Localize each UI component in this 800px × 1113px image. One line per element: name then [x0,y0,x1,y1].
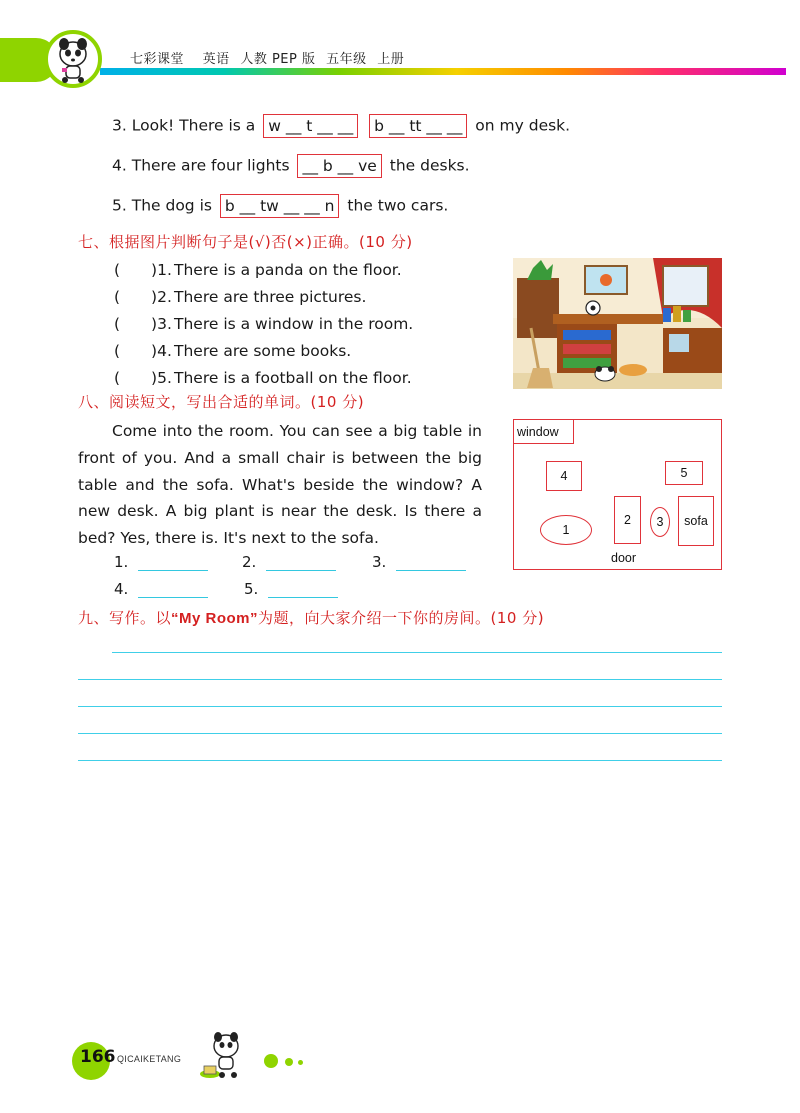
fill-item-4 [112,154,470,178]
header-mascot-badge [44,30,102,88]
item-number: 5. [112,196,127,215]
writing-line[interactable] [112,652,722,653]
item-prefix: Look! There is a [131,116,256,135]
answer-number: 4. [114,580,129,598]
plan-box-2: 2 [614,496,641,544]
writing-line[interactable] [78,760,722,761]
answer-paren[interactable]: ( )5. [114,369,172,387]
judge-item [114,312,413,334]
header-grade: 五年级 [326,52,367,67]
judge-item [114,366,412,388]
item-suffix: the desks. [389,156,470,175]
plan-sofa: sofa [678,496,714,546]
answer-slot[interactable] [242,553,336,571]
answer-box[interactable]: b __ tt __ __ [369,114,467,138]
section-9-title [78,607,544,628]
writing-line[interactable] [78,679,722,680]
answer-paren[interactable]: ( )3. [114,315,172,333]
answer-paren[interactable]: ( )2. [114,288,172,306]
room-floor-plan [513,419,722,570]
judge-text: There are three pictures. [174,288,367,306]
footer-dot-medium [285,1058,293,1066]
answer-box[interactable]: __ b __ ve [297,154,381,178]
answer-number: 5. [244,580,259,598]
section-9-prefix: 九、写作。以 [78,609,172,627]
judge-text: There is a football on the floor. [174,369,412,387]
header-volume: 上册 [377,52,405,67]
page-number: 166 [80,1047,116,1067]
writing-line[interactable] [78,733,722,734]
section-8-title: 八、阅读短文，写出合适的单词。(10 分) [78,393,365,411]
judge-item [114,258,402,280]
judge-item [114,339,351,361]
panda-mascot-icon [48,34,98,84]
answer-paren[interactable]: ( )1. [114,261,172,279]
fill-item-3 [112,114,570,138]
plan-window: window [514,420,574,444]
plan-box-5: 5 [665,461,703,485]
header-title [130,48,418,67]
answer-blank[interactable] [138,582,208,598]
plan-door: door [611,551,637,565]
item-number: 3. [112,116,127,135]
footer-brand: QICAIKETANG [117,1054,182,1064]
header-series: 七彩课堂 [130,52,185,67]
answer-blank[interactable] [266,555,336,571]
section-9-suffix: 为题，向大家介绍一下你的房间。(10 分) [258,609,545,627]
judge-text: There are some books. [174,342,352,360]
fill-item-5 [112,194,448,218]
room-illustration [513,258,722,389]
plan-oval-3: 3 [650,507,670,537]
answer-blank[interactable] [138,555,208,571]
panda-mascot-icon [196,1030,248,1082]
writing-line[interactable] [78,706,722,707]
answer-slot[interactable] [114,580,208,598]
answer-blank[interactable] [268,582,338,598]
plan-oval-1: 1 [540,515,592,545]
answer-number: 3. [372,553,387,571]
answer-paren[interactable]: ( )4. [114,342,172,360]
answer-number: 2. [242,553,257,571]
section-9-topic: “My Room” [171,610,259,627]
item-prefix: The dog is [131,196,212,215]
item-suffix: on my desk. [475,116,571,135]
answer-box[interactable]: b __ tw __ __ n [220,194,340,218]
plan-box-4: 4 [546,461,582,491]
answer-blank[interactable] [396,555,466,571]
judge-text: There is a panda on the floor. [174,261,402,279]
answer-number: 1. [114,553,129,571]
footer-dot-large [264,1054,278,1068]
judge-text: There is a window in the room. [174,315,414,333]
header-subject: 英语 [202,52,230,67]
passage-text: Come into the room. You can see a big table in front of you. And a small chair is between the big table and the sofa. What's beside the window? A new desk. A big plant is near the desk. Is there a bed? Yes, there is. It's next to the sofa. [78,422,482,548]
header-rainbow-bar [100,68,786,75]
footer-dot-small [298,1060,303,1065]
footer-mascot [196,1030,248,1082]
item-number: 4. [112,156,127,175]
answer-slot[interactable] [244,580,338,598]
header-edition: 人教 PEP 版 [240,52,316,67]
item-suffix: the two cars. [347,196,449,215]
reading-passage [78,418,482,552]
judge-item [114,285,366,307]
answer-slot[interactable] [372,553,466,571]
section-7-title: 七、根据图片判断句子是(√)否(×)正确。(10 分) [78,233,413,251]
item-prefix: There are four lights [131,156,290,175]
answer-box[interactable]: w __ t __ __ [263,114,358,138]
answer-slot[interactable] [114,553,208,571]
